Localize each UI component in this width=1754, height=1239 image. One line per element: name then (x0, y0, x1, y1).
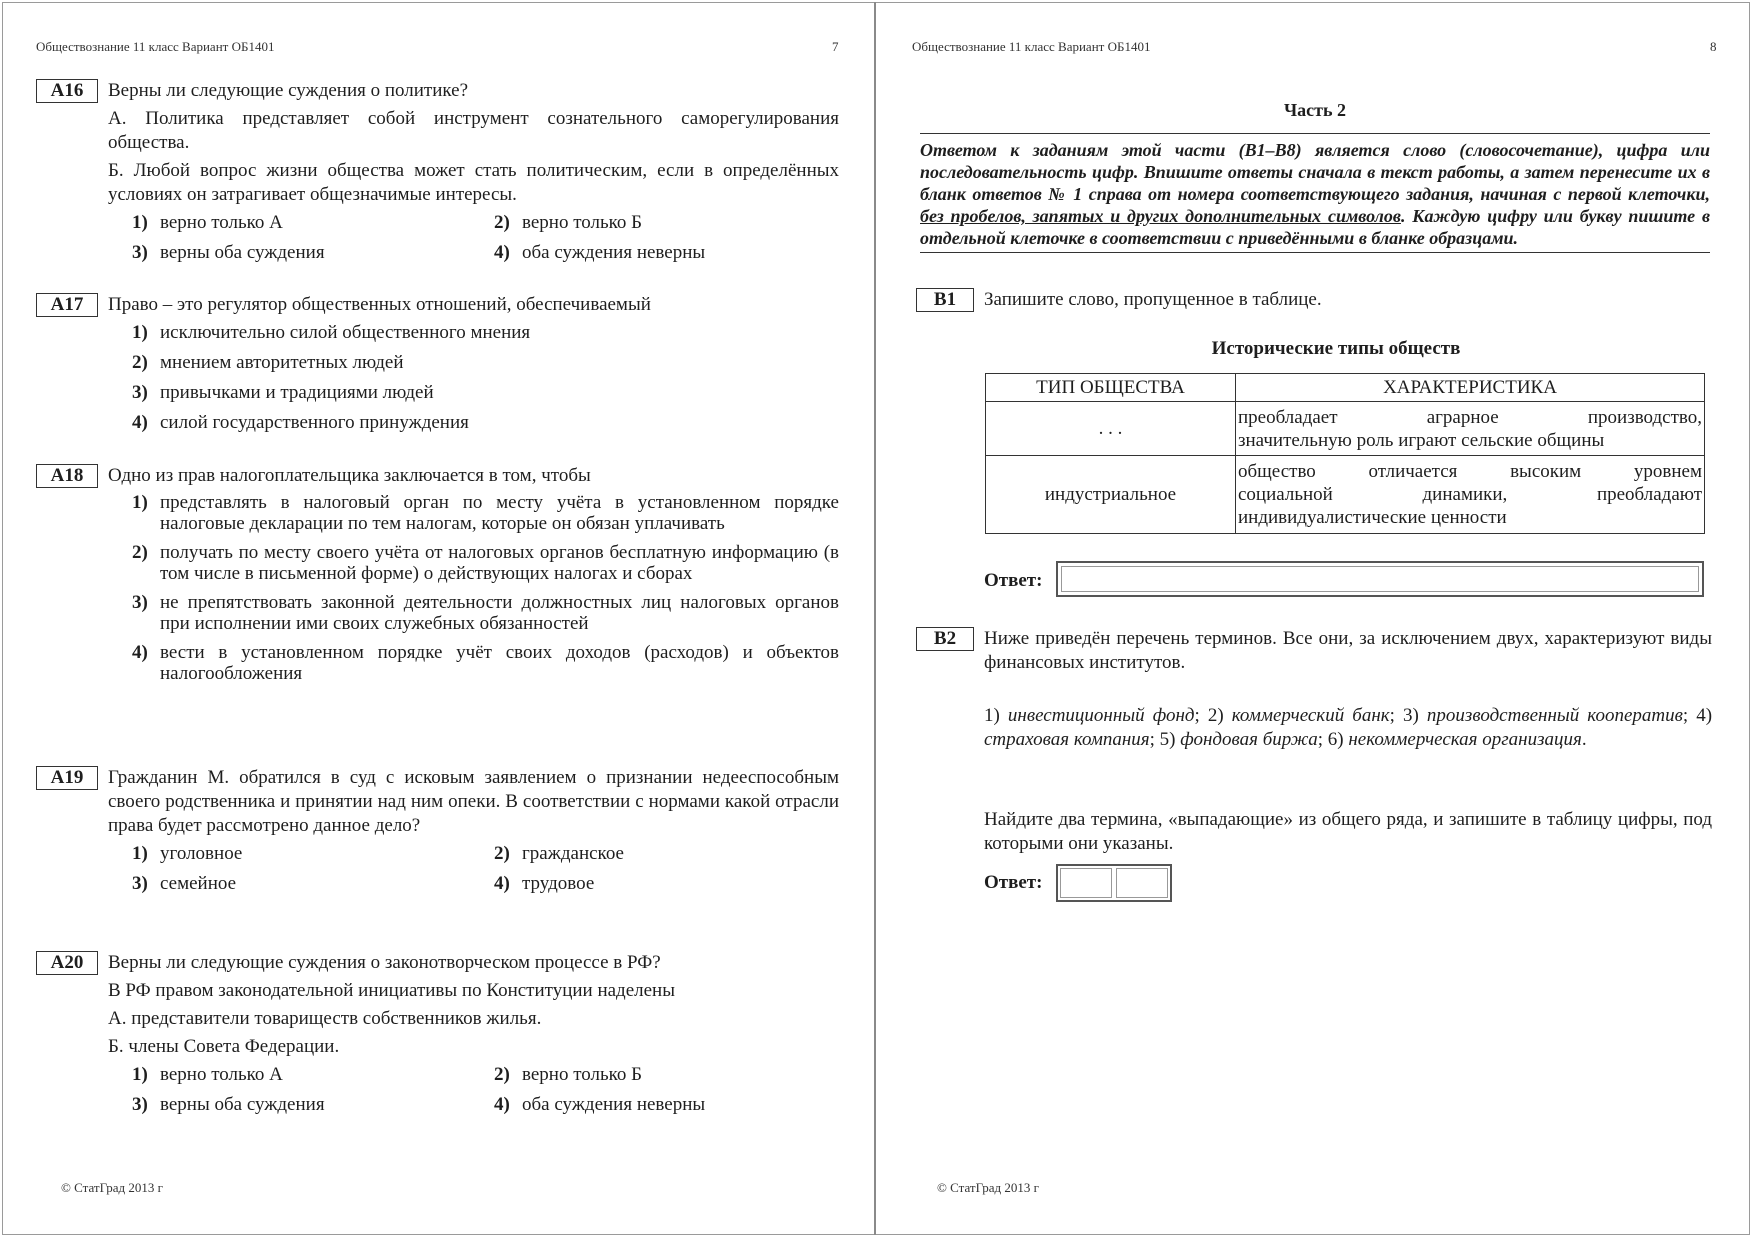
question-stem: Право – это регулятор общественных отношений, обеспечиваемый (108, 294, 651, 315)
right-header-title: Обществознание 11 класс Вариант ОБ1401 (912, 39, 1151, 54)
question-label: В2 (916, 627, 974, 651)
question-b2 (916, 627, 1712, 675)
table-header: ХАРАКТЕРИСТИКА (1236, 374, 1705, 402)
question-label: А19 (36, 766, 98, 790)
table-cell: индустриальное (986, 456, 1236, 534)
question-a16 (36, 79, 839, 265)
statement: А. представители товариществ собственников жилья. (108, 1008, 542, 1029)
answer-option[interactable]: 4) трудовое (494, 873, 595, 894)
answer-option[interactable]: 3) верны оба суждения (132, 1094, 325, 1115)
answer-option[interactable]: 1) исключительно силой общественного мнения (132, 322, 531, 343)
left-header-title: Обществознание 11 класс Вариант ОБ1401 (36, 39, 275, 54)
question-a18 (36, 464, 839, 692)
answer-option[interactable]: 4) оба суждения неверны (494, 1094, 706, 1115)
instructions: Ответом к заданиям этой части (В1–В8) является слово (словосочетание), цифра или последовательность цифр. Впишите ответы сначала в текст работы, а затем перенесите их в бланк ответов № 1 справа от номера соответствующего задания, начиная с первой клеточки, без пробелов, запятых и других дополнительных символов. Каждую цифру или букву пишите в отдельной клеточке в соответствии с приведёнными в бланке образцами. (920, 133, 1710, 253)
question-label: А18 (36, 464, 98, 488)
society-types-table (985, 373, 1705, 534)
term-item: 4) страховая компания; (984, 705, 1713, 750)
question-stem: Запишите слово, пропущенное в таблице. (984, 289, 1322, 310)
right-page-number: 8 (1710, 39, 1717, 54)
answer-option[interactable]: 4) оба суждения неверны (494, 242, 706, 263)
question-label: А16 (36, 79, 98, 103)
answer-option[interactable]: 3) привычками и традициями людей (132, 382, 434, 403)
answer-cell[interactable] (1116, 868, 1168, 898)
statement: Б. члены Совета Федерации. (108, 1036, 340, 1057)
term-item: 1) инвестиционный фонд; (984, 705, 1208, 726)
right-footer: © СтатГрад 2013 г (937, 1180, 1039, 1195)
question-stem: Верны ли следующие суждения о законотворческом процессе в РФ? (108, 952, 661, 973)
term-item: 6) некоммерческая организация. (1327, 729, 1587, 750)
term-item: 3) производственный кооператив; (1403, 705, 1697, 726)
question-a19 (36, 766, 839, 896)
question-stem: Гражданин М. обратился в суд с исковым заявлением о признании недееспособным своего родственника и принятии над ним опеки. В соответствии с нормами какой отрасли права будет рассмотрено данное дело? (108, 767, 839, 836)
find-instruction: Найдите два термина, «выпадающие» из общего ряда, и запишите в таблицу цифры, под которыми они указаны. (984, 809, 1712, 854)
answer-option[interactable]: 4) силой государственного принуждения (132, 412, 469, 433)
question-label: А20 (36, 951, 98, 975)
answer-option[interactable]: 3) семейное (132, 873, 237, 894)
statement: В РФ правом законодательной инициативы по Конституции наделены (108, 980, 675, 1001)
answer-option[interactable]: 1) уголовное (132, 843, 243, 864)
answer-label: Ответ: (984, 570, 1043, 591)
left-footer: © СтатГрад 2013 г (61, 1180, 163, 1195)
part-title: Часть 2 (1283, 100, 1347, 120)
answer-option[interactable]: 3) верны оба суждения (132, 242, 325, 263)
statement: А. Политика представляет собой инструмент сознательного саморегулирования общества. (108, 108, 839, 153)
answer-option[interactable]: 2) верно только Б (494, 212, 643, 233)
table-cell: преобладает аграрное производство, значительную роль играют сельские общины (1236, 402, 1705, 456)
question-a17 (36, 293, 839, 441)
answer-option[interactable]: 2) гражданское (494, 843, 624, 864)
answer-input-b1[interactable] (1056, 561, 1704, 597)
answer-option[interactable]: 1) верно только А (132, 212, 283, 233)
answer-label: Ответ: (984, 872, 1043, 893)
left-page-number: 7 (832, 39, 839, 54)
table-title: Исторические типы обществ (1211, 338, 1461, 359)
answer-option[interactable]: 1) представлять в налоговый орган по месту учёта в установленном порядке налоговые декларации по тем налогам, которые он обязан уплачивать (132, 492, 839, 534)
table-cell: . . . (986, 402, 1236, 456)
question-stem: Одно из прав налогоплательщика заключается в том, чтобы (108, 465, 591, 486)
question-stem: Ниже приведён перечень терминов. Все они, за исключением двух, характеризуют виды финансовых институтов. (984, 628, 1712, 673)
answer-cells-b2 (1056, 864, 1172, 902)
question-label: В1 (916, 288, 974, 312)
term-item: 5) фондовая биржа; (1159, 729, 1328, 750)
term-item: 2) коммерческий банк; (1207, 705, 1403, 726)
answer-option[interactable]: 4) вести в установленном порядке учёт своих доходов (расходов) и объектов налогообложения (132, 642, 839, 684)
question-stem: Верны ли следующие суждения о политике? (108, 80, 469, 101)
statement: Б. Любой вопрос жизни общества может стать политическим, если в определённых условиях он затрагивает общезначимые интересы. (108, 160, 839, 205)
answer-option[interactable]: 3) не препятствовать законной деятельности должностных лиц налоговых органов при исполнении ими своих служебных обязанностей (132, 592, 839, 634)
terms-list (984, 704, 1712, 752)
answer-option[interactable]: 2) верно только Б (494, 1064, 643, 1085)
table-header: ТИП ОБЩЕСТВА (986, 374, 1236, 402)
left-page (0, 0, 874, 1239)
right-page (876, 0, 1754, 1239)
answer-option[interactable]: 2) мнением авторитетных людей (132, 352, 404, 373)
question-b1 (916, 288, 1712, 312)
question-a20 (36, 951, 839, 1117)
answer-option[interactable]: 1) верно только А (132, 1064, 283, 1085)
question-label: А17 (36, 293, 98, 317)
answer-option[interactable]: 2) получать по месту своего учёта от налоговых органов бесплатную информацию (в том числе в письменной форме) о действующих налогах и сборах (132, 542, 839, 584)
answer-cell[interactable] (1060, 868, 1112, 898)
table-cell: общество отличается высоким уровнем социальной динамики, преобладают индивидуалистические ценности (1236, 456, 1705, 534)
